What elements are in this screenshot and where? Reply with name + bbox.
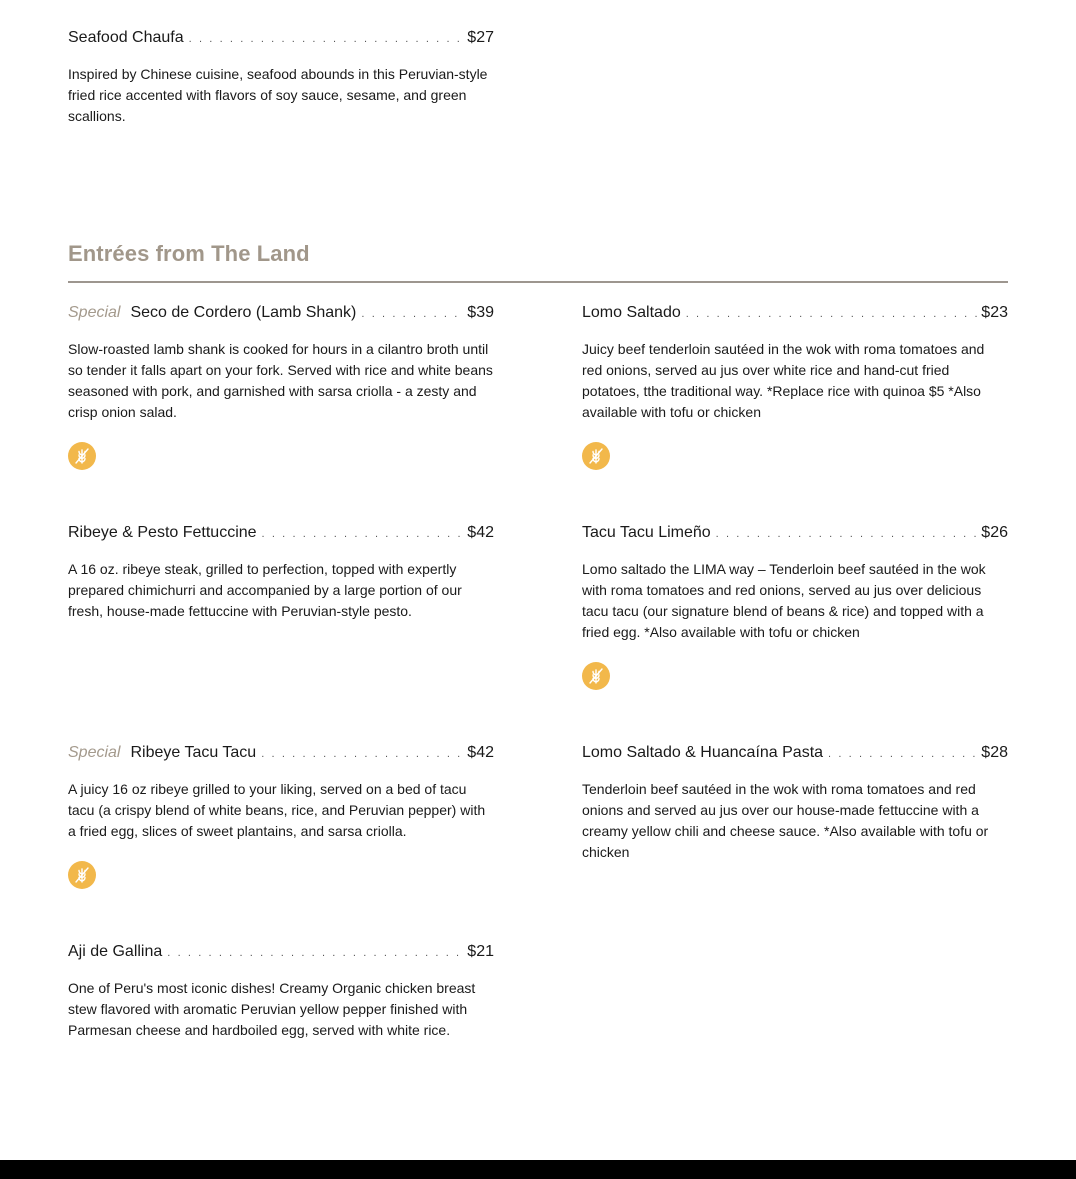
- gluten-free-wheat-icon: [582, 442, 610, 470]
- dot-leader: [189, 33, 464, 45]
- gluten-free-wheat-icon: [582, 662, 610, 690]
- menu-item-description: A juicy 16 oz ribeye grilled to your liking, served on a bed of tacu tacu (a crispy blend of white beans, rice, and Peruvian pepper) with a fried egg, slices of sweet plantains, and sarsa criolla.: [68, 781, 486, 839]
- menu-item-description: Juicy beef tenderloin sautéed in the wok with roma tomatoes and red onions, served au jus over white rice and hand-cut fried potatoes, tthe traditional way. *Replace rice with quinoa $5 *Also available with tofu or chicken: [582, 341, 985, 420]
- menu-item-description: One of Peru's most iconic dishes! Creamy Organic chicken breast stew flavored with aromatic Peruvian yellow pepper finished with Parmesan cheese and hardboiled egg, served with white rice.: [68, 980, 476, 1038]
- menu-item-description: A 16 oz. ribeye steak, grilled to perfection, topped with expertly prepared chimichurri and accompanied by a large portion of our fresh, house-made fettuccine with Peruvian-style pesto.: [68, 561, 462, 619]
- footer-bar: [0, 1160, 1076, 1179]
- menu-item-header: [582, 304, 1008, 326]
- menu-item-price: $21: [467, 943, 494, 960]
- menu-item-description: Lomo saltado the LIMA way – Tenderloin beef sautéed in the wok with roma tomatoes and red onions, served au jus over delicious tacu tacu (our signature blend of beans & rice) and topped with a fried egg. *Also available with tofu or chicken: [582, 561, 986, 640]
- menu-item-name: Tacu Tacu Limeño: [582, 524, 711, 541]
- menu-item-header: [68, 744, 494, 766]
- menu-item-price: $42: [467, 744, 494, 761]
- menu-item-ribeye-tacu-tacu: [68, 744, 494, 842]
- menu-item-price: $23: [981, 304, 1008, 321]
- menu-item-price: $28: [981, 744, 1008, 761]
- section-title: Entrées from The Land: [68, 241, 310, 266]
- menu-item-header: [582, 744, 1008, 766]
- dot-leader: [361, 308, 463, 320]
- menu-item-header: [582, 524, 1008, 546]
- menu-item-price: $27: [467, 29, 494, 46]
- gluten-free-wheat-icon: [68, 442, 96, 470]
- menu-item-lomo-saltado-huancaina-pasta: [582, 744, 1008, 863]
- section-divider: [68, 281, 1008, 283]
- menu-item-tacu-tacu-limeno: [582, 524, 1008, 643]
- menu-item-price: $42: [467, 524, 494, 541]
- menu-item-seafood-chaufa: [68, 29, 494, 127]
- gluten-free-wheat-icon: [68, 861, 96, 889]
- menu-item-aji-de-gallina: [68, 943, 494, 1041]
- menu-item-name: Lomo Saltado: [582, 304, 681, 321]
- menu-item-description: Slow-roasted lamb shank is cooked for hours in a cilantro broth until so tender it falls apart on your fork. Served with rice and white beans seasoned with pork, and garnished with sarsa criolla - a zesty and crisp onion salad.: [68, 341, 493, 420]
- dot-leader: [828, 748, 977, 760]
- menu-item-name: Ribeye & Pesto Fettuccine: [68, 524, 257, 541]
- menu-item-price: $39: [467, 304, 494, 321]
- menu-item-description: Inspired by Chinese cuisine, seafood abounds in this Peruvian-style fried rice accented with flavors of soy sauce, sesame, and green scallions.: [68, 66, 488, 124]
- menu-item-header: [68, 29, 494, 51]
- menu-item-header: [68, 304, 494, 326]
- dot-leader: [716, 528, 978, 540]
- menu-item-header: [68, 524, 494, 546]
- dot-leader: [686, 308, 978, 320]
- menu-item-ribeye-pesto-fettuccine: [68, 524, 494, 622]
- menu-item-seco-de-cordero: [68, 304, 494, 423]
- dot-leader: [261, 748, 463, 760]
- menu-item-price: $26: [981, 524, 1008, 541]
- dot-leader: [167, 947, 463, 959]
- special-label: Special: [68, 744, 121, 761]
- menu-item-name: Aji de Gallina: [68, 943, 163, 960]
- menu-item-description: Tenderloin beef sautéed in the wok with roma tomatoes and red onions and served au jus over our house-made fettuccine with a creamy yellow chili and cheese sauce. *Also available with tofu or chicken: [582, 781, 989, 860]
- dot-leader: [262, 528, 464, 540]
- menu-item-name: Ribeye Tacu Tacu: [130, 744, 257, 761]
- menu-item-header: [68, 943, 494, 965]
- menu-item-name: Lomo Saltado & Huancaína Pasta: [582, 744, 824, 761]
- menu-item-name: Seco de Cordero (Lamb Shank): [130, 304, 357, 321]
- menu-item-name: Seafood Chaufa: [68, 29, 184, 46]
- special-label: Special: [68, 304, 121, 321]
- menu-item-lomo-saltado: [582, 304, 1008, 423]
